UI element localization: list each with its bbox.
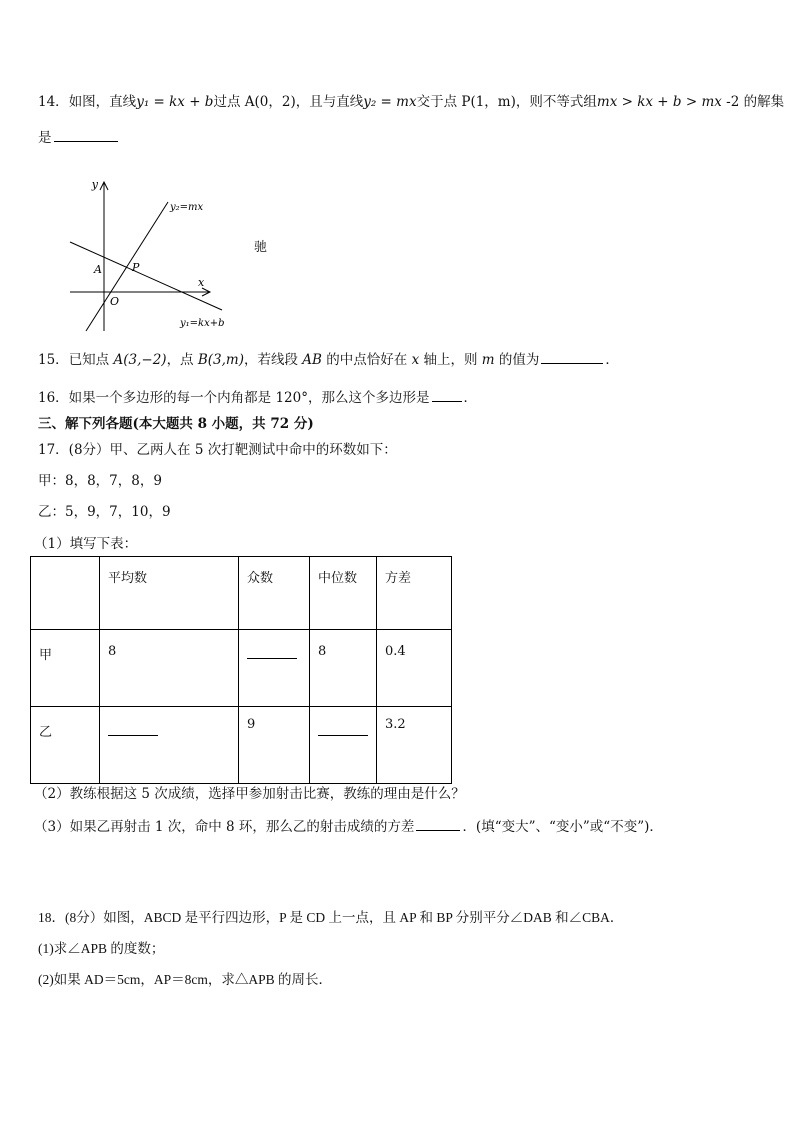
q17-part3-blank[interactable] <box>416 816 460 831</box>
table-row-yi <box>31 707 452 784</box>
row-yi-mean[interactable] <box>100 707 239 784</box>
q15-answer-blank[interactable] <box>541 349 603 364</box>
x-axis-label: x <box>198 276 205 289</box>
q15-point-a: A(3,−2) <box>113 352 167 368</box>
header-cell-mean: 平均数 <box>100 557 239 630</box>
q14-intro: 如图，直线 <box>68 94 137 110</box>
row-jia-mode-blank[interactable] <box>247 644 297 659</box>
q15-seg: AB <box>302 352 322 368</box>
row-jia-median: 8 <box>310 630 377 707</box>
q15-text5: 轴上，则 <box>419 352 482 368</box>
q16-end: ． <box>463 390 477 406</box>
q15-xvar: x <box>411 352 420 368</box>
q14-ineq-a: mx <box>596 94 618 110</box>
q15-number: 15． <box>38 352 69 368</box>
q14-line2-text: 是 <box>38 130 52 146</box>
row-yi-median-blank[interactable] <box>318 721 368 736</box>
row-yi-mode: 9 <box>239 707 310 784</box>
q14-figure <box>60 176 290 336</box>
q17-part3 <box>34 815 663 835</box>
q14-number: 14． <box>38 94 69 110</box>
q14-gt2: > <box>681 94 702 110</box>
q14-ineq-c: mx <box>701 94 722 110</box>
row-yi-mean-blank[interactable] <box>108 721 158 736</box>
row-jia-variance: 0.4 <box>377 630 452 707</box>
q15-end: ． <box>605 352 619 368</box>
q17-intro: 17．(8分）甲、乙两人在 5 次打靶测试中命中的环数如下： <box>38 442 397 458</box>
q17-part3-text-b: ．(填“变大”、“变小”或“不变”)． <box>462 819 663 835</box>
origin-label: O <box>110 295 120 308</box>
q16-text: 16．如果一个多边形的每一个内角都是 120°，那么这个多边形是 <box>38 390 430 406</box>
q17-part3-text-a: （3）如果乙再射击 1 次，命中 8 环，那么乙的射击成绩的方差 <box>34 819 415 835</box>
q14-line2 <box>38 126 120 146</box>
header-cell-empty <box>31 557 100 630</box>
y2-label: y₂=mx <box>170 202 204 213</box>
q17-jia-scores: 甲：8，8，7，8，9 <box>38 473 162 489</box>
q15-line <box>38 348 619 368</box>
y-axis-label: y <box>91 178 98 191</box>
table-row-jia <box>31 630 452 707</box>
q14-line1 <box>38 90 784 110</box>
q15-text4: 的中点恰好在 <box>321 352 412 368</box>
q14-y2-expr: y₂ = mx <box>363 94 417 110</box>
q15-text1: 已知点 <box>68 352 114 368</box>
q14-intersect: 交于点 P(1，m)，则不等式组 <box>416 94 597 110</box>
q14-ineq-c-tail: -2 的解集 <box>721 94 785 110</box>
row-jia-name: 甲 <box>31 630 100 707</box>
q16-line <box>38 386 477 406</box>
q14-through: 过点 A(0，2)，且与直线 <box>213 94 364 110</box>
row-yi-variance: 3.2 <box>377 707 452 784</box>
q14-ineq-b: kx + b <box>637 94 682 110</box>
q15-text6: 的值为 <box>494 352 540 368</box>
q17-yi-scores: 乙：5，9，7，10，9 <box>38 504 171 520</box>
section3-heading: 三、解下列各题(本大题共 8 小题，共 72 分) <box>38 416 314 432</box>
point-p-label: P <box>132 261 140 274</box>
point-a-label: A <box>94 263 102 276</box>
row-yi-median[interactable] <box>310 707 377 784</box>
q17-stats-table <box>30 556 452 784</box>
q14-y1-expr: y₁ = kx + b <box>136 94 214 110</box>
q18-part1: (1)求∠APB 的度数； <box>38 941 165 956</box>
y1-label: y₁=kx+b <box>180 318 225 329</box>
q14-gt1: > <box>617 94 638 110</box>
q17-part2: （2）教练根据这 5 次成绩，选择甲参加射击比赛，教练的理由是什么？ <box>34 786 465 802</box>
q15-point-b: B(3,m) <box>197 352 244 368</box>
header-cell-median: 中位数 <box>310 557 377 630</box>
q14-answer-blank[interactable] <box>54 127 118 142</box>
row-yi-name: 乙 <box>31 707 100 784</box>
q18-intro: 18．(8分）如图，ABCD 是平行四边形，P 是 CD 上一点，且 AP 和 BP 分别平分∠DAB 和∠CBA． <box>38 910 624 925</box>
q15-mvar: m <box>481 352 495 368</box>
header-cell-variance: 方差 <box>377 557 452 630</box>
table-header-row <box>31 557 452 630</box>
stray-char: 驰 <box>254 240 268 255</box>
header-cell-mode: 众数 <box>239 557 310 630</box>
q15-text2: ，点 <box>166 352 198 368</box>
row-jia-mode[interactable] <box>239 630 310 707</box>
q15-text3: ，若线段 <box>244 352 303 368</box>
q18-part2: (2)如果 AD＝5cm，AP＝8cm，求△APB 的周长． <box>38 972 332 987</box>
row-jia-mean: 8 <box>100 630 239 707</box>
q17-part1: （1）填写下表： <box>34 536 138 552</box>
q16-answer-blank[interactable] <box>432 387 462 402</box>
